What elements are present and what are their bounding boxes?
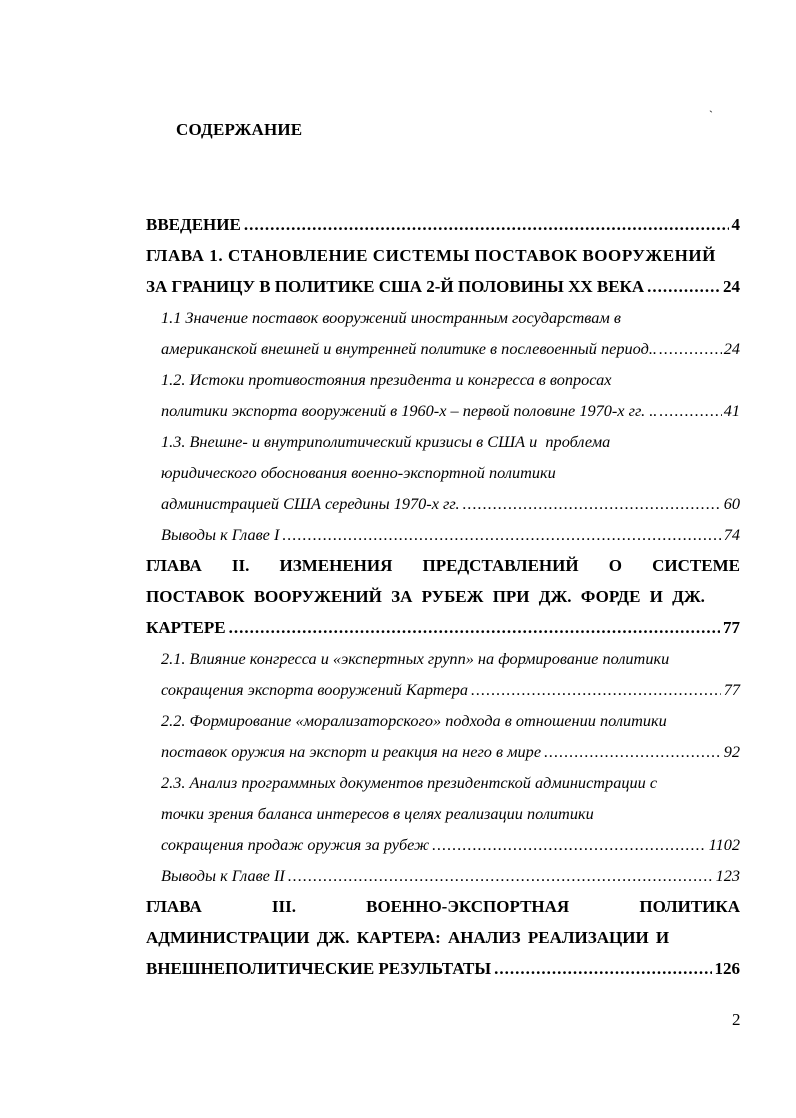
toc-entry-1-1-line1[interactable] xyxy=(146,302,740,333)
section-text: точки зрения баланса интересов в целях реализации политики xyxy=(161,804,594,823)
section-text: американской внешней и внутренней политике в послевоенный период.. xyxy=(161,339,657,358)
section-text: Выводы к Главе I xyxy=(161,525,280,544)
chapter2-title-text: КАРТЕРЕ xyxy=(146,618,226,637)
chapter1-title-text: ГЛАВА 1. СТАНОВЛЕНИЕ СИСТЕМЫ ПОСТАВОК ВООРУЖЕНИЙ xyxy=(146,246,716,265)
section-text: 2.2. Формирование «морализаторского» подхода в отношении политики xyxy=(161,711,667,730)
chapter3-title-line3[interactable] xyxy=(146,953,740,984)
section-text: юридического обоснования военно-экспортной политики xyxy=(161,463,556,482)
toc-entry-1-2-line2[interactable] xyxy=(146,395,740,426)
dot-leader xyxy=(244,209,729,240)
toc-entry-2-1-line1[interactable] xyxy=(146,643,740,674)
chapter3-title-text: ВНЕШНЕПОЛИТИЧЕСКИЕ РЕЗУЛЬТАТЫ xyxy=(146,959,492,978)
toc-entry-1-2-line1[interactable] xyxy=(146,364,740,395)
toc-entry-1-3-line3[interactable] xyxy=(146,488,740,519)
chapter2-word: СИСТЕМЕ xyxy=(652,556,740,575)
toc-entry-1-3-line2[interactable] xyxy=(146,457,740,488)
section-text: сокращения экспорта вооружений Картера xyxy=(161,680,469,699)
dot-leader xyxy=(544,736,721,767)
toc-entry-2-3-line3[interactable] xyxy=(146,829,740,860)
chapter2-word: ИЗМЕНЕНИЯ xyxy=(279,556,393,575)
toc-entry-label: ВВЕДЕНИЕ xyxy=(146,215,241,234)
dot-leader xyxy=(659,395,721,426)
toc-entry-intro[interactable] xyxy=(146,209,740,240)
chapter3-title-line1[interactable] xyxy=(146,891,740,922)
toc-entry-2-2-line1[interactable] xyxy=(146,705,740,736)
toc-entry-2-3-line1[interactable] xyxy=(146,767,740,798)
toc-entry-2-3-line2[interactable] xyxy=(146,798,740,829)
section-text: 1.2. Истоки противостояния президента и конгресса в вопросах xyxy=(161,370,612,389)
section-text: Выводы к Главе II xyxy=(161,866,285,885)
chapter2-title-line3[interactable] xyxy=(146,612,740,643)
chapter3-word: III. xyxy=(271,897,296,916)
dot-leader xyxy=(282,519,720,550)
dot-leader xyxy=(647,271,720,302)
chapter2-title-line2[interactable] xyxy=(146,581,740,612)
chapter3-title-text: АДМИНИСТРАЦИИ ДЖ. КАРТЕРА: АНАЛИЗ РЕАЛИЗАЦИИ И xyxy=(146,928,670,947)
section-text: сокращения продаж оружия за рубеж xyxy=(161,835,430,854)
chapter2-word: О xyxy=(608,556,622,575)
table-of-contents xyxy=(146,209,740,984)
section-text: 2.3. Анализ программных документов президентской администрации с xyxy=(161,773,658,792)
toc-page-number: 24 xyxy=(723,277,740,296)
toc-page-number: 92 xyxy=(723,742,740,761)
toc-entry-1-3-line1[interactable] xyxy=(146,426,740,457)
section-text: 1.3. Внешне- и внутриполитический кризисы в США и проблема xyxy=(161,432,611,451)
chapter1-title-line1[interactable] xyxy=(146,240,740,271)
toc-page-number: 41 xyxy=(723,401,740,420)
dot-leader xyxy=(432,829,706,860)
toc-page-number: 4 xyxy=(731,215,740,234)
toc-page-number: 77 xyxy=(723,618,740,637)
toc-page-number: 77 xyxy=(723,680,740,699)
chapter2-title-text: ПОСТАВОК ВООРУЖЕНИЙ ЗА РУБЕЖ ПРИ ДЖ. ФОРДЕ И ДЖ. xyxy=(146,587,705,606)
page-number: 2 xyxy=(732,1010,741,1029)
dot-leader xyxy=(229,612,720,643)
chapter3-word: ПОЛИТИКА xyxy=(639,897,740,916)
chapter2-word: ПРЕДСТАВЛЕНИЙ xyxy=(422,556,579,575)
dot-leader xyxy=(494,953,711,984)
toc-entry-chapter1-conclusions[interactable] xyxy=(146,519,740,550)
chapter2-title-line1[interactable] xyxy=(146,550,740,581)
toc-page-number: 1102 xyxy=(708,835,740,854)
chapter3-title-line2[interactable] xyxy=(146,922,740,953)
toc-page-number: 74 xyxy=(723,525,740,544)
chapter2-word: II. xyxy=(231,556,250,575)
toc-entry-2-1-line2[interactable] xyxy=(146,674,740,705)
section-text: 2.1. Влияние конгресса и «экспертных групп» на формирование политики xyxy=(161,649,670,668)
chapter3-word: ВОЕННО-ЭКСПОРТНАЯ xyxy=(366,897,570,916)
chapter1-title-line2[interactable] xyxy=(146,271,740,302)
toc-page-number: 60 xyxy=(723,494,740,513)
section-text: поставок оружия на экспорт и реакция на него в мире xyxy=(161,742,542,761)
section-text: политики экспорта вооружений в 1960-х – первой половине 1970-х гг. .. xyxy=(161,401,658,420)
section-text: 1.1 Значение поставок вооружений иностранным государствам в xyxy=(161,308,621,327)
toc-entry-2-2-line2[interactable] xyxy=(146,736,740,767)
dot-leader xyxy=(471,674,721,705)
toc-page-number: 24 xyxy=(723,339,740,358)
toc-page-number: 126 xyxy=(714,959,740,978)
toc-page-number: 123 xyxy=(715,866,740,885)
chapter3-word: ГЛАВА xyxy=(146,897,202,916)
dot-leader xyxy=(463,488,721,519)
dot-leader xyxy=(288,860,713,891)
toc-entry-1-1-line2[interactable] xyxy=(146,333,740,364)
section-text: администрацией США середины 1970-х гг. xyxy=(161,494,460,513)
chapter1-title-text: ЗА ГРАНИЦУ В ПОЛИТИКЕ США 2-Й ПОЛОВИНЫ XX ВЕКА xyxy=(146,277,645,296)
chapter2-word: ГЛАВА xyxy=(146,556,202,575)
corner-mark: ` xyxy=(709,108,713,122)
page-title: СОДЕРЖАНИЕ xyxy=(176,120,303,139)
dot-leader xyxy=(659,333,722,364)
toc-entry-chapter2-conclusions[interactable] xyxy=(146,860,740,891)
